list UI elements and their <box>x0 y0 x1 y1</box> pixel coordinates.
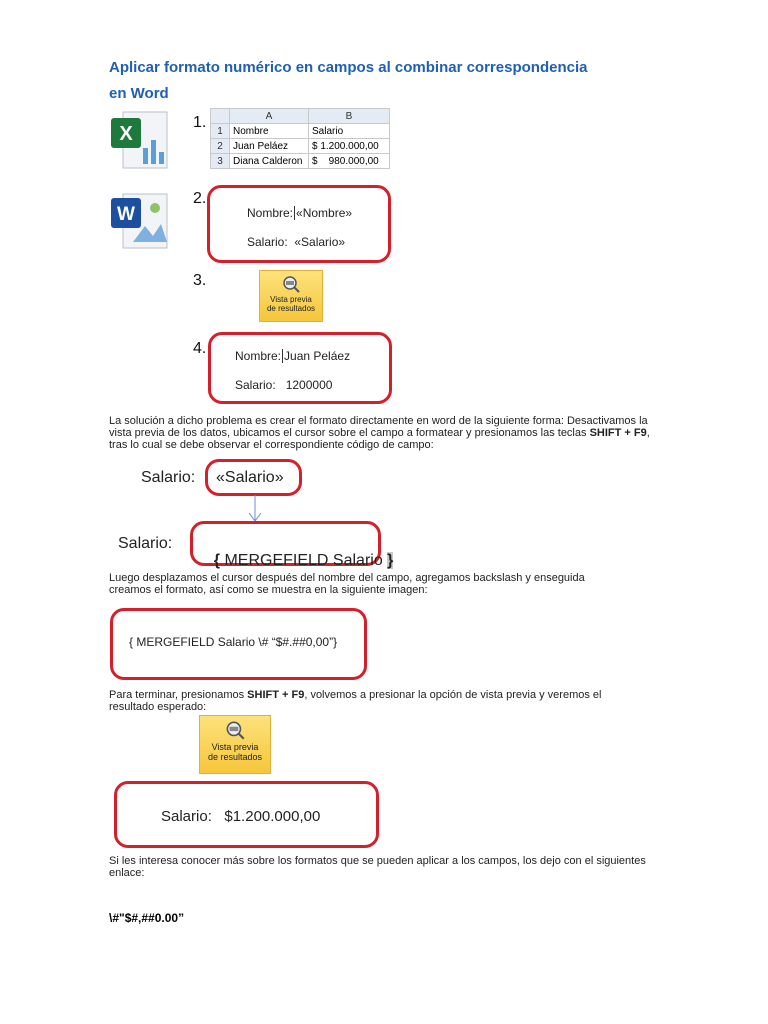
excel-table <box>210 108 390 169</box>
result-label: Salario: <box>161 808 212 825</box>
shift-f9-keys: SHIFT + F9 <box>247 689 305 701</box>
paragraph-1-text-b: , tras lo cual se debe observar el correspondiente código de campo: <box>109 427 650 451</box>
step-4-preview-box <box>208 332 392 404</box>
salario-label: Salario: <box>247 235 288 249</box>
paragraph-1 <box>109 415 669 451</box>
format-code-box <box>110 608 367 680</box>
mergefield-code-text: MERGEFIELD Salario <box>220 552 388 569</box>
word-icon <box>109 190 171 252</box>
format-code: { MERGEFIELD Salario \# “$#.##0,00”} <box>129 635 338 649</box>
step-3-number: 3. <box>193 272 207 289</box>
preview-button-line-1: Vista previa <box>211 742 259 752</box>
salario-preview-line <box>235 378 332 392</box>
cell-salario: $ 980.000,00 <box>309 154 390 169</box>
salario-field-text: «Salario» <box>216 469 284 486</box>
svg-text:X: X <box>119 123 133 145</box>
step-2-number: 2. <box>193 190 207 207</box>
cell-nombre: Diana Calderon <box>230 154 309 169</box>
step-2-merge-fields-box <box>207 185 391 263</box>
nombre-label: Nombre: <box>247 206 294 220</box>
paragraph-3 <box>109 689 649 713</box>
result-value: $1.200.000,00 <box>224 808 321 825</box>
row-number: 1 <box>211 124 230 139</box>
magnifier-icon <box>280 275 302 293</box>
column-header-b: B <box>309 109 390 124</box>
cell-nombre-header: Nombre <box>230 124 309 139</box>
nombre-label: Nombre: <box>235 349 282 363</box>
paragraph-1-text-a: La solución a dicho problema es crear el formato directamente en word de la siguiente forma: Desactivamos la vista previa de los datos, ubicamos el cursor sobre el campo a formatear y presionamos las teclas <box>109 415 648 439</box>
salario-label-top: Salario: <box>141 469 196 486</box>
step-4-number: 4. <box>193 340 207 357</box>
preview-results-button-2[interactable] <box>199 715 271 774</box>
table-row <box>211 154 390 169</box>
cell-nombre: Juan Peláez <box>230 139 309 154</box>
text-cursor <box>294 206 295 220</box>
nombre-value: Juan Peláez <box>284 349 351 363</box>
column-header-a: A <box>230 109 309 124</box>
text-cursor <box>282 349 283 363</box>
nombre-field: «Nombre» <box>296 206 353 220</box>
open-brace: { <box>213 552 221 569</box>
salario-label-bottom: Salario: <box>118 535 173 552</box>
title-line-1: Aplicar formato numérico en campos al combinar correspondencia <box>109 59 588 76</box>
step-1-number: 1. <box>193 114 207 131</box>
magnifier-icon <box>223 720 247 740</box>
row-number: 3 <box>211 154 230 169</box>
svg-text:W: W <box>117 204 135 225</box>
salario-label: Salario: <box>235 378 276 392</box>
paragraph-3-text-b: , volvemos a presionar la opción de vista previa y veremos el resultado esperado: <box>109 689 602 713</box>
preview-button-line-1: Vista previa <box>270 295 312 304</box>
preview-button-line-2: de resultados <box>207 752 263 762</box>
format-link[interactable]: \#"$#,##0.00” <box>109 911 185 925</box>
result-line <box>161 808 320 825</box>
nombre-line <box>247 206 352 220</box>
salario-field: «Salario» <box>294 235 346 249</box>
salario-value: 1200000 <box>285 378 333 392</box>
corner-cell <box>211 109 230 124</box>
title-line-2: en Word <box>109 85 169 102</box>
table-row <box>211 139 390 154</box>
cell-salario-header: Salario <box>309 124 390 139</box>
excel-icon <box>109 110 171 172</box>
paragraph-4: Si les interesa conocer más sobre los formatos que se pueden aplicar a los campos, los dejo con el siguientes enlace: <box>109 855 646 879</box>
page-title <box>109 56 729 106</box>
close-brace: } <box>387 552 394 569</box>
mergefield-code-box <box>190 521 394 569</box>
result-box <box>114 781 379 848</box>
salario-line <box>247 235 345 249</box>
cell-salario: $ 1.200.000,00 <box>309 139 390 154</box>
row-number: 2 <box>211 139 230 154</box>
shift-f9-keys: SHIFT + F9 <box>589 427 647 439</box>
preview-button-line-2: de resultados <box>266 304 316 313</box>
paragraph-3-text-a: Para terminar, presionamos <box>109 689 248 701</box>
preview-results-button[interactable] <box>259 270 323 322</box>
table-row <box>211 124 390 139</box>
salario-field-box <box>205 459 302 496</box>
nombre-preview-line <box>235 349 350 363</box>
paragraph-2: Luego desplazamos el cursor después del nombre del campo, agregamos backslash y enseguida creamos el formato, así como se muestra en la siguiente imagen: <box>109 572 585 596</box>
